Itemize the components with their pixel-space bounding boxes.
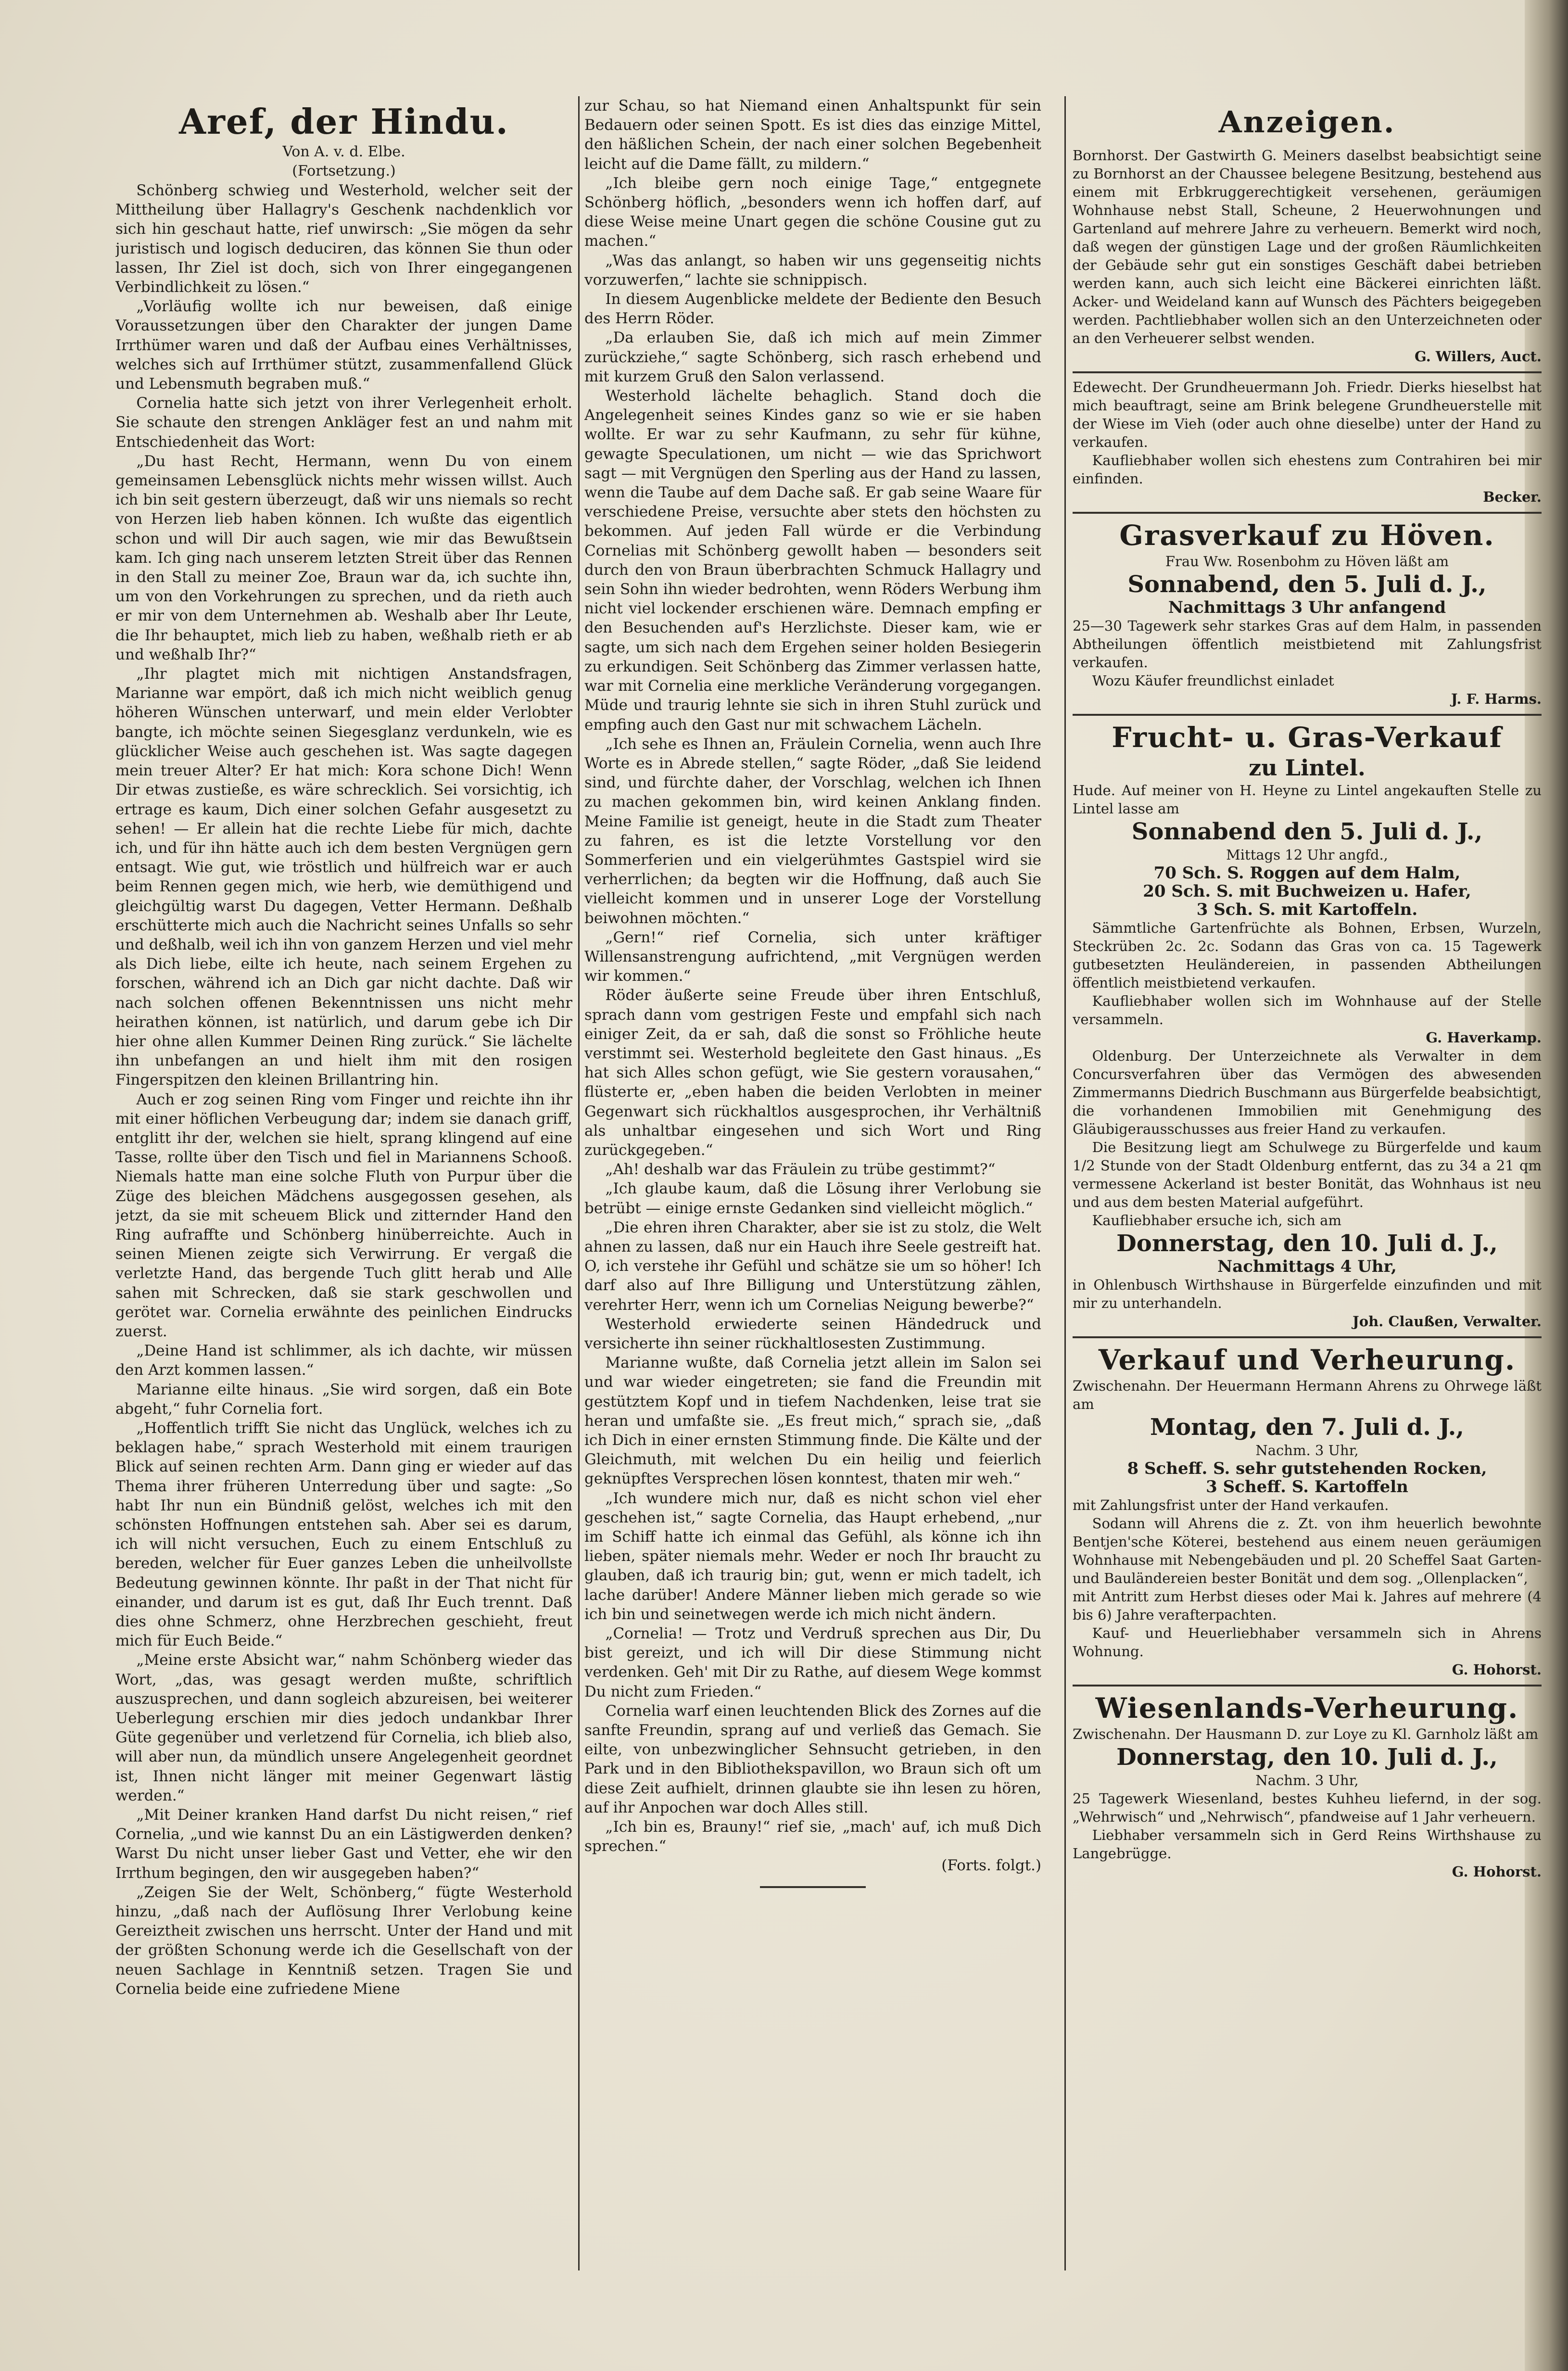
- ad-lot: 8 Scheff. S. sehr gutstehenden Rocken,: [1127, 1459, 1487, 1478]
- ad-date: Montag, den 7. Juli d. J.,: [1150, 1414, 1464, 1441]
- ad-text: Wozu Käufer freundlichst einladet: [1092, 672, 1334, 689]
- ad-text: 25—30 Tagewerk sehr starkes Gras auf dem Halm, in passenden Abtheilungen öffentlich meistbietend mit Zahlungsfrist verkaufen.: [1073, 618, 1542, 671]
- ad-signature: Becker.: [1483, 489, 1542, 505]
- story-paragraph: zur Schau, so hat Niemand einen Anhaltspunkt für sein Bedauern oder seinen Spott. Es ist dies das einzige Mittel, den häßlichen Schein, der nach einer solchen Begebenheit leicht auf die Dame fällt, zu mildern.“: [584, 97, 1041, 173]
- story-paragraph: „Du hast Recht, Hermann, wenn Du von einem gemeinsamen Lebensglück nichts mehr wissen willst. Auch ich bin seit gestern überzeugt, daß wir uns niemals so recht von Herzen lieb haben können. Ich wußte das eigentlich schon und will Dir auch sagen, wie mir das Bewußtsein kam. Ich ging nach unserem letzten Streit über das Rennen in den Stall zu meiner Zoe, Braun war da, ich suchte ihn, um von den Vorkehrungen zu sprechen, und da rieth auch er mir von dem Unternehmen ab. Weshalb aber Ihr Leute, die Ihr behauptet, mich lieb zu haben, weßhalb rieth er ab und weßhalb Ihr?“: [115, 452, 572, 663]
- story-paragraph: „Ah! deshalb war das Fräulein zu trübe gestimmt?“: [605, 1161, 996, 1179]
- ad-text: Liebhaber versammeln sich in Gerd Reins Wirthshause zu Langebrügge.: [1073, 1827, 1542, 1862]
- ad-text: mit Zahlungsfrist unter der Hand verkaufen.: [1073, 1497, 1389, 1513]
- story-paragraph: „Vorläufig wollte ich nur beweisen, daß einige Voraussetzungen über den Charakter der jungen Dame Irrthümer waren und daß der Aufbau eines Verhältnisses, welches sich auf Irrthümer stützt, zusammenfallend Glück und Lebensmuth begraben muß.“: [115, 298, 572, 393]
- ad-time: Nachm. 3 Uhr,: [1255, 1442, 1359, 1458]
- story-paragraph: Marianne wußte, daß Cornelia jetzt allein im Salon sei und war wieder eingetreten; sie fand die Freundin mit gestütztem Kopf und in tiefem Nachdenken, leise trat sie heran und umfaßte sie. „Es freut mich,“ sprach sie, „daß ich Dich in einer ernsten Stimmung finde. Die Kälte und der Gleichmuth, mit welchen Du ein heilig und feierlich geknüpftes Versprechen lösen konntest, thaten mir weh.“: [584, 1354, 1041, 1488]
- story-paragraph: „Da erlauben Sie, daß ich mich auf mein Zimmer zurückziehe,“ sagte Schönberg, sich rasch erhebend und mit kurzem Gruß den Salon verlassend.: [584, 329, 1041, 385]
- ad-date: Donnerstag, den 10. Juli d. J.,: [1116, 1230, 1498, 1257]
- ad-time: Nachmittags 4 Uhr,: [1217, 1257, 1397, 1276]
- ads-heading: Anzeigen.: [1218, 104, 1396, 139]
- ad-text: in Ohlenbusch Wirthshause in Bürgerfelde einzufinden und mit mir zu unterhandeln.: [1073, 1277, 1542, 1311]
- ad-signature: G. Willers, Auct.: [1414, 348, 1542, 365]
- ad-bornhorst: [1073, 141, 1542, 373]
- ad-date: Donnerstag, den 10. Juli d. J.,: [1116, 1744, 1498, 1771]
- story-paragraph: Cornelia warf einen leuchtenden Blick des Zornes auf die sanfte Freundin, sprang auf und verließ das Gemach. Sie eilte, von unbezwinglicher Sehnsucht getrieben, in den Park und in den Bibliothekspavillon, wo Braun sich oft um diese Zeit aufhielt, drinnen glaubte sie ihn lesen zu hören, auf ihr Anpochen war doch Alles still.: [584, 1702, 1041, 1816]
- ad-signature: G. Hohorst.: [1452, 1661, 1542, 1678]
- ad-signature: G. Hohorst.: [1452, 1864, 1542, 1880]
- ad-text: mit Antritt zum Herbst dieses oder Mai k. Jahres auf mehrere (4 bis 6) Jahre verafterpachten.: [1073, 1588, 1542, 1623]
- ad-title: Wiesenlands-Verheurung.: [1095, 1692, 1519, 1724]
- story-paragraph: Westerhold lächelte behaglich. Stand doch die Angelegenheit seines Kindes ganz so wie er sie haben wollte. Er war zu sehr Kaufmann, zu sehr für kühne, gewagte Speculationen, um nicht — wie das Sprichwort sagt — mit Vergnügen den Sperling aus der Hand zu lassen, wenn die Taube auf dem Dache saß. Er gab seine Waare für verschiedene Preise, versuchte aber stets den höchsten zu bekommen. Auf jeden Fall würde er die Verbindung Cornelias mit Schönberg gewollt haben — besonders seit durch den von Braun überbrachten Schmuck Hallagry und sein Sohn ihn wieder bedrohten, wenn Röders Werbung ihm nicht viel lockender erschienen wäre. Demnach empfing er den Besuchenden auf's Herzlichste. Dieser kam, wie er sagte, um sich nach dem Ergehen seiner holden Besiegerin zu erkundigen. Seit Schönberg das Zimmer verlassen hatte, war mit Cornelia eine merkliche Veränderung vorgegangen. Müde und traurig lehnte sie sich in ihren Stuhl zurück und empfing auch den Gast nur mit schwachem Lächeln.: [584, 387, 1041, 734]
- ad-grasverkauf-hoeven: [1073, 514, 1542, 716]
- ad-text: Kaufliebhaber wollen sich im Wohnhause auf der Stelle versammeln.: [1073, 993, 1542, 1027]
- ad-subtitle: zu Lintel.: [1249, 755, 1366, 781]
- ad-verkauf-verheurung: [1073, 1338, 1542, 1686]
- ad-title: Verkauf und Verheurung.: [1098, 1344, 1516, 1376]
- ad-frucht-gras-verkauf: [1073, 716, 1542, 1338]
- ad-lot: 20 Sch. S. mit Buchweizen u. Hafer,: [1143, 882, 1471, 901]
- ad-text: Zwischenahn. Der Hausmann D. zur Loye zu Kl. Garnholz läßt am: [1073, 1726, 1539, 1742]
- story-paragraph: „Meine erste Absicht war,“ nahm Schönberg wieder das Wort, „das, was gesagt werden mußte, schriftlich auszusprechen, und dann sogleich abzureisen, bei weiterer Ueberlegung erschien mir dies jedoch undankbar Ihrer Güte gegenüber und verletzend für Cornelia, ich blieb also, will aber nun, da mündlich unsere Angelegenheit geordnet ist, Ihnen nicht länger mit meiner Gegenwart lästig werden.“: [115, 1651, 572, 1804]
- story-paragraph: „Hoffentlich trifft Sie nicht das Unglück, welches ich zu beklagen habe,“ sprach Westerhold mit einem traurigen Blick auf seinen rechten Arm. Dann ging er wieder auf das Thema ihrer früheren Unterredung über und sagte: „So habt Ihr nun ein Bündniß gelöst, welches ich mit den schönsten Hoffnungen entstehen sah. Aber sei es darum, ich will nicht versuchen, Euch zu einem Entschluß zu bereden, welcher für Euer ganzes Leben die unheilvollste Bedeutung gewinnen könnte. Ihr paßt in der That nicht für einander, und darum ist es gut, daß Ihr Euch trennt. Daß dies ohne Schmerz, ohne Herzbrechen geschieht, freut mich für Euch Beide.“: [115, 1420, 572, 1650]
- story-paragraph: „Zeigen Sie der Welt, Schönberg,“ fügte Westerhold hinzu, „daß nach der Auflösung Ihrer Verlobung keine Gereiztheit zwischen uns herrscht. Unter der Hand und mit der größten Schonung werde ich die Gesellschaft von der neuen Sachlage in Kenntniß setzen. Tragen Sie und Cornelia beide eine zufriedene Miene: [115, 1883, 572, 1998]
- ad-text: Frau Ww. Rosenbohm zu Höven läßt am: [1165, 553, 1449, 570]
- ad-time: Nachm. 3 Uhr,: [1255, 1772, 1359, 1788]
- ad-time: Nachmittags 3 Uhr anfangend: [1168, 598, 1446, 617]
- ad-title: Frucht- u. Gras-Verkauf: [1112, 721, 1503, 754]
- ad-text: 25 Tagewerk Wiesenland, bestes Kuhheu liefernd, in der sog. „Wehrwisch“ und „Nehrwisch“, pfandweise auf 1 Jahr verheuern.: [1073, 1790, 1542, 1825]
- story-paragraph: „Ich bleibe gern noch einige Tage,“ entgegnete Schönberg höflich, „besonders wenn ich hoffen darf, auf diese Weise meine Unart gegen die schöne Cousine gut zu machen.“: [584, 174, 1041, 250]
- story-paragraph: „Ich glaube kaum, daß die Lösung ihrer Verlobung sie betrübt — einige ernste Gedanken sind vielleicht möglich.“: [584, 1180, 1041, 1217]
- ad-text: Oldenburg. Der Unterzeichnete als Verwalter in dem Concursverfahren über das Vermögen des abwesenden Zimmermanns Diedrich Buschmann aus Bürgerfelde beabsichtigt, die vorhandenen Immobilien mit Genehmigung des Gläubigerausschusses aus freier Hand zu verkaufen.: [1073, 1048, 1542, 1137]
- story-column-2: [584, 96, 1041, 2328]
- story-paragraph: Schönberg schwieg und Westerhold, welcher seit der Mittheilung über Hallagry's Geschenk nachdenklich vor sich hin geschaut hatte, rief unwirsch: „Sie mögen da sehr juristisch und logisch deduciren, das können Sie thun oder lassen, Ihr Ziel ist doch, sich von Ihrer eingegangenen Verbindlichkeit zu lösen.“: [115, 182, 572, 296]
- story-paragraph: In diesem Augenblicke meldete der Bediente den Besuch des Herrn Röder.: [584, 291, 1041, 328]
- story-paragraph: „Ich sehe es Ihnen an, Fräulein Cornelia, wenn auch Ihre Worte es in Abrede stellen,“ sagte Röder, „daß Sie leidend sind, und fürchte daher, der Vorschlag, welchen ich Ihnen zu machen gekommen bin, wird keinen Anklang finden. Meine Familie ist geneigt, heute in die Stadt zum Theater zu fahren, es ist die letzte Vorstellung vor den Sommerferien und ein vielgerühmtes Gastspiel wird sie verherrlichen; da begten wir die Hoffnung, daß auch Sie vielleicht kommen und in unserer Loge der Vorstellung beiwohnen möchten.“: [584, 735, 1041, 927]
- story-paragraph: „Die ehren ihren Charakter, aber sie ist zu stolz, die Welt ahnen zu lassen, daß nur ein Hauch ihre Seele gestreift hat. O, ich verstehe ihr Gefühl und schätze sie um so höher! Ich darf also auf Ihre Billigung und Unterstützung zählen, verehrter Herr, wenn ich um Cornelias Neigung bewerbe?“: [584, 1218, 1041, 1314]
- story-paragraph: Westerhold erwiederte seinen Händedruck und versicherte ihn seiner rückhaltlosesten Zustimmung.: [584, 1315, 1041, 1352]
- story-title: Aref, der Hindu.: [179, 101, 509, 142]
- ad-signature: J. F. Harms.: [1451, 691, 1542, 707]
- ad-lot: 3 Sch. S. mit Kartoffeln.: [1196, 900, 1418, 919]
- story-paragraph: Marianne eilte hinaus. „Sie wird sorgen, daß ein Bote abgeht,“ fuhr Cornelia fort.: [115, 1381, 572, 1418]
- story-continuation-note: (Fortsetzung.): [292, 163, 396, 179]
- ad-signature: G. Haverkamp.: [1426, 1029, 1542, 1046]
- ad-signature: Joh. Claußen, Verwalter.: [1353, 1313, 1542, 1330]
- story-paragraph: „Ihr plagtet mich mit nichtigen Anstandsfragen, Marianne war empört, daß ich mich nicht weiblich genug höheren Wünschen unterwarf, und mein elder Verlobter bangte, ich möchte seinen Siegesglanz verdunkeln, wie es glücklicher Weise auch geschehen ist. Was sagte dagegen mein treuer Alter? Er hat mich: Kora schone Dich! Wenn Dir etwas zustieße, es wäre schrecklich. Sei vorsichtig, ich ertrage es kaum, Dich einer solchen Gefahr ausgesetzt zu sehen! — Er allein hat die rechte Liebe für mich, dachte ich, und für ihn hätte auch ich dem besten Vergnügen gern entsagt. Wie gut, wie tröstlich und hülfreich war er auch beim Rennen gegen mich, wie herb, wie demüthigend und gleichgültig warst Du dagegen, Vetter Hermann. Deßhalb erschütterte mich auch die Nachricht seines Unfalls so sehr und deßhalb, weil ich ihn von ganzem Herzen und viel mehr als Dich liebe, eilte ich heute, nach seinem Ergehen zu forschen, während ich an Dich gar nicht dachte. Daß wir nach solchen offenen Bekenntnissen uns nicht mehr heirathen können, ist natürlich, und darum gebe ich Dir hier ohne allen Kummer Deinen Ring zurück.“ Sie lächelte ihn unbefangen an und hielt ihm mit den rosigen Fingerspitzen den kleinen Brillantring hin.: [115, 665, 572, 1089]
- column-rule: [1064, 96, 1066, 2270]
- ad-text: Sodann will Ahrens die z. Zt. von ihm heuerlich bewohnte Bentjen'sche Köterei, bestehend aus einem neuen geräumigen Wohnhause mit Nebengebäuden und pl. 20 Scheffel Saat Garten- und Bauländereien bester Bonität und dem sog. „Ollenplacken“,: [1073, 1515, 1542, 1586]
- column-rule: [578, 96, 580, 2270]
- ad-date: Sonnabend den 5. Juli d. J.,: [1131, 818, 1483, 845]
- ad-text: Kaufliebhaber ersuche ich, sich am: [1092, 1212, 1341, 1229]
- story-paragraph: Cornelia hatte sich jetzt von ihrer Verlegenheit erholt. Sie schaute den strengen Ankläger fest an und nahm mit Entschiedenheit das Wort:: [115, 394, 572, 451]
- story-paragraph: „Mit Deiner kranken Hand darfst Du nicht reisen,“ rief Cornelia, „und wie kannst Du an ein Lästigwerden denken? Warst Du nicht unser lieber Gast und Vetter, ehe wir den Irrthum begingen, den wir ausgegeben haben?“: [115, 1806, 572, 1882]
- story-paragraph: „Gern!“ rief Cornelia, sich unter kräftiger Willensanstrengung aufrichtend, „mit Vergnügen werden wir kommen.“: [584, 928, 1041, 985]
- story-paragraph: Röder äußerte seine Freude über ihren Entschluß, sprach dann vom gestrigen Feste und empfahl sich nach einiger Zeit, da er sah, daß die sonst so Fröhliche heute verstimmt sei. Westerhold begleitete den Gast hinaus. „Es hat sich Alles schon gefügt, wie Sie gestern vorausahen,“ flüsterte er, „eben haben die beiden Verlobten in meiner Gegenwart sich rückhaltlos ausgesprochen, ihr Verhältniß als unhaltbar eingesehen und sich Wort und Ring zurückgegeben.“: [584, 987, 1041, 1159]
- ad-date: Sonnabend, den 5. Juli d. J.,: [1127, 571, 1487, 598]
- ad-edewecht: [1073, 373, 1542, 514]
- ad-time: Mittags 12 Uhr angfd.,: [1226, 847, 1388, 863]
- ad-text: Die Besitzung liegt am Schulwege zu Bürgerfelde und kaum 1/2 Stunde von der Stadt Oldenburg entfernt, das zu 34 a 21 qm vermessene Ackerland ist bester Bonität, das Wohnhaus ist neu und aus dem besten Material aufgeführt.: [1073, 1139, 1542, 1210]
- ad-text: Zwischenahn. Der Heuermann Hermann Ahrens zu Ohrwege läßt am: [1073, 1378, 1542, 1412]
- story-to-be-continued: (Forts. folgt.): [941, 1857, 1041, 1875]
- story-column-1: [115, 96, 572, 2328]
- story-paragraph: Auch er zog seinen Ring vom Finger und reichte ihn ihr mit einer höflichen Verbeugung dar; indem sie danach griff, entglitt ihr der, welchen sie hielt, sprang klingend auf eine Tasse, rollte über den Tisch und fiel in Mariannens Schooß. Niemals hatte man eine solche Fluth von Purpur über die Züge des bleichen Mädchens ausgegossen gesehen, als jetzt, da sie mit scheuem Blick und zitternder Hand den Ring aufraffte und Schönberg hinüberreichte. Auch in seinen Mienen zeigte sich Verwirrung. Er vergaß die verletzte Hand, das bergende Tuch glitt herab und Alle sahen mit Schrecken, daß sie stark geschwollen und gerötet war. Cornelia erwähnte des peinlichen Eindrucks zuerst.: [115, 1090, 572, 1340]
- story-author: Von A. v. d. Elbe.: [282, 143, 405, 160]
- ads-column: [1073, 96, 1542, 2328]
- ad-text: Kaufliebhaber wollen sich ehestens zum Contrahiren bei mir einfinden.: [1073, 452, 1542, 487]
- ad-lot: 70 Sch. S. Roggen auf dem Halm,: [1153, 863, 1461, 883]
- ad-text: Hude. Auf meiner von H. Heyne zu Lintel angekauften Stelle zu Lintel lasse am: [1073, 782, 1542, 817]
- ad-text: Sämmtliche Gartenfrüchte als Bohnen, Erbsen, Wurzeln, Steckrüben 2c. 2c. Sodann das Gras von ca. 15 Tagewerk gutbesetzten Heuländereien, in passenden Abtheilungen öffentlich meistbietend verkaufen.: [1073, 920, 1542, 991]
- story-paragraph: „Deine Hand ist schlimmer, als ich dachte, wir müssen den Arzt kommen lassen.“: [115, 1342, 572, 1379]
- story-paragraph: „Ich bin es, Brauny!“ rief sie, „mach' auf, ich muß Dich sprechen.“: [584, 1818, 1041, 1855]
- ad-title: Grasverkauf zu Höven.: [1119, 519, 1495, 552]
- ad-text: Edewecht. Der Grundheuermann Joh. Friedr. Dierks hieselbst hat mich beauftragt, seine am Brink belegene Grundheuerstelle mit der Wiese im Vieh (oder auch ohne dieselbe) unter der Hand zu verkaufen.: [1073, 379, 1542, 450]
- story-paragraph: „Was das anlangt, so haben wir uns gegenseitig nichts vorzuwerfen,“ lachte sie schnippisch.: [584, 252, 1041, 289]
- story-end-rule: [760, 1886, 866, 1888]
- ad-text: Kauf- und Heuerliebhaber versammeln sich in Ahrens Wohnung.: [1073, 1625, 1542, 1660]
- ad-lot: 3 Scheff. S. Kartoffeln: [1206, 1477, 1408, 1496]
- story-paragraph: „Cornelia! — Trotz und Verdruß sprechen aus Dir, Du bist gereizt, und ich will Dir diese Stimmung nicht verdenken. Geh' mit Dir zu Rathe, auf diesem Wege kommst Du nicht zum Frieden.“: [584, 1625, 1041, 1700]
- ad-text: Bornhorst. Der Gastwirth G. Meiners daselbst beabsichtigt seine zu Bornhorst an der Chaussee belegene Besitzung, bestehend aus einem mit Erbkruggerechtigkeit versehenen, geräumigen Wohnhause nebst Stall, Scheune, 2 Heuerwohnungen und Gartenland auf mehrere Jahre zu verheuern. Bemerkt wird noch, daß wegen der günstigen Lage und der großen Räumlichkeiten der Gebäude sehr gut ein sonstiges Geschäft dabei betrieben werden kann, auch sich leicht eine Bäckerei einrichten läßt. Acker- und Weideland kann auf Wunsch des Pächters beigegeben werden. Pachtliebhaber wollen sich an den Unterzeichneten oder an den Verheuerer selbst wenden.: [1073, 147, 1542, 346]
- ad-wiesenlands-verheurung: [1073, 1686, 1542, 1887]
- story-paragraph: „Ich wundere mich nur, daß es nicht schon viel eher geschehen ist,“ sagte Cornelia, das Haupt erhebend, „nur im Schiff hatte ich einmal das Gefühl, als könne ich ihn lieben, später niemals mehr. Weder er noch Ihr braucht zu glauben, daß ich traurig bin; gut, wenn er mich tadelt, ich lache darüber! Andere Männer lieben mich gerade so wie ich bin und seinetwegen werde ich mich nicht ändern.: [584, 1489, 1041, 1623]
